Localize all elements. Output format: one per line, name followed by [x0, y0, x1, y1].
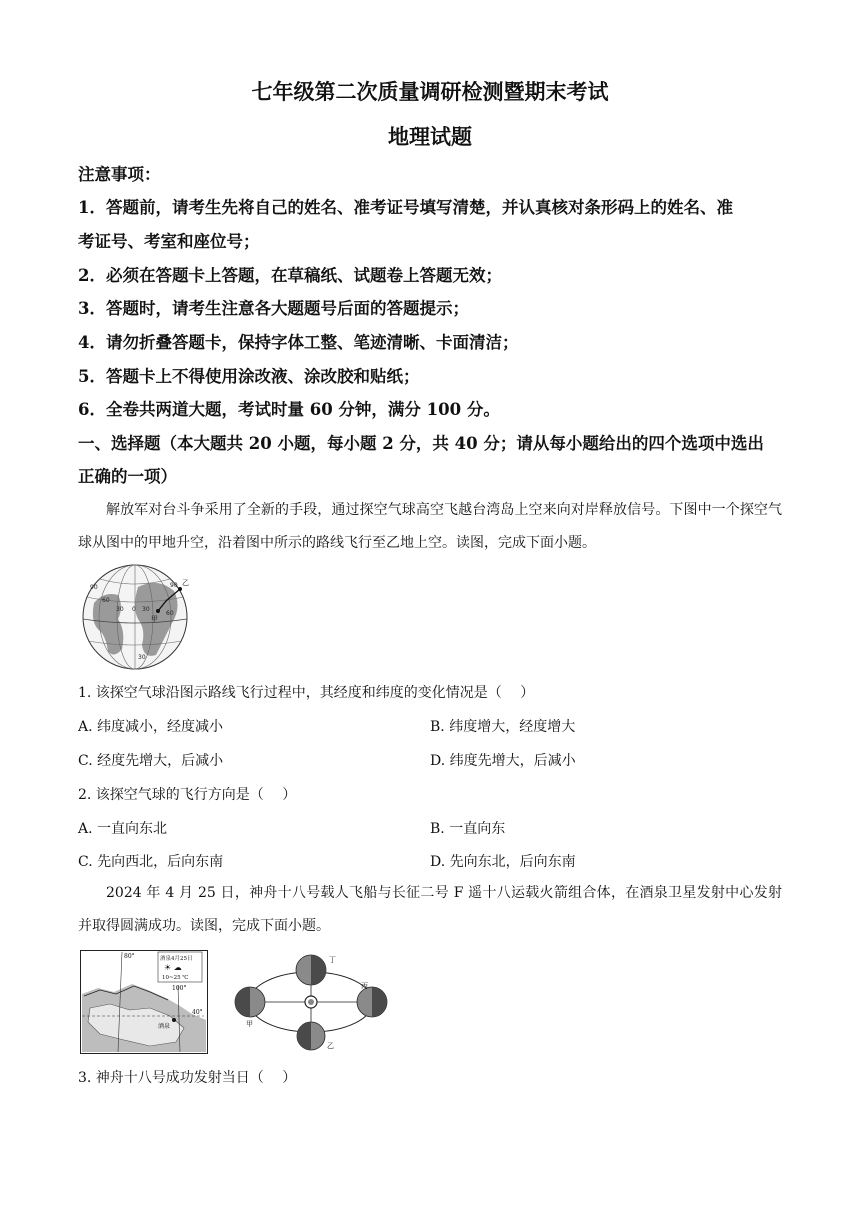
globe-label: 30 [138, 654, 146, 661]
point-yi [178, 587, 182, 591]
notice-item-3: 3．答题时，请考生注意各大题题号后面的答题提示； [78, 299, 469, 318]
section-heading-1: 一、选择题（本大题共 20 小题，每小题 2 分，共 40 分；请从每小题给出的四个选项中选出 [78, 434, 764, 453]
earth-right-shade [372, 987, 387, 1017]
globe-label: 90 [90, 584, 98, 591]
page-title: 七年级第二次质量调研检测暨期末考试 [251, 79, 609, 104]
parallel-40-label: 40° [192, 1009, 203, 1016]
weather-icon: ☀ ☁ [164, 963, 182, 972]
jiuquan-map [80, 950, 208, 1054]
notice-item-5: 5．答题卡上不得使用涂改液、涂改胶和贴纸； [78, 367, 420, 386]
weather-box-temp: 10~25 ℃ [162, 975, 189, 981]
globe-label: 60 [166, 610, 174, 617]
question-1-option-b: B. 纬度增大，经度增大 [430, 719, 576, 735]
meridian-100-label: 100° [172, 985, 187, 992]
city-label: 酒泉 [158, 1023, 171, 1030]
label-yi: 乙 [182, 579, 189, 587]
earth-left-shade [235, 987, 250, 1017]
globe-figure [78, 563, 194, 671]
label-jia: 甲 [151, 615, 158, 623]
notice-heading: 注意事项： [78, 165, 161, 184]
section-heading-2: 正确的一项） [78, 467, 177, 486]
orbit-label-yi: 乙 [327, 1042, 334, 1050]
point-jia [156, 609, 160, 613]
question-1-option-d: D. 纬度先增大，后减小 [430, 753, 576, 769]
orbit-label-jia: 甲 [246, 1020, 253, 1028]
page-subtitle: 地理试题 [388, 124, 472, 149]
notice-item-4: 4．请勿折叠答题卡，保持字体工整、笔迹清晰、卡面清洁； [78, 333, 519, 352]
sun-core [308, 999, 314, 1005]
question-2-option-b: B. 一直向东 [430, 821, 506, 837]
notice-item-6: 6．全卷共两道大题，考试时量 60 分钟，满分 100 分。 [78, 400, 500, 419]
globe-label: 60 [102, 597, 110, 604]
orbit-label-bing: 丙 [361, 982, 368, 990]
globe-label: 0 [132, 606, 136, 613]
orbit-label-ding: 丁 [329, 956, 336, 964]
notice-item-2: 2．必须在答题卡上答题，在草稿纸、试题卷上答题无效； [78, 266, 502, 285]
earth-top-shade [311, 955, 326, 985]
revolution-diagram [228, 950, 392, 1054]
question-1-stem: 1. 该探空气球沿图示路线飞行过程中，其经度和纬度的变化情况是（ ） [78, 685, 535, 701]
question-2-option-a: A. 一直向东北 [78, 821, 168, 837]
earth-bottom-shade [297, 1022, 311, 1050]
meridian-80-label: 80° [124, 953, 135, 960]
question-2-option-d: D. 先向东北，后向东南 [430, 854, 576, 870]
weather-box-date: 酒泉4月25日 [160, 956, 193, 962]
jiuquan-marker [172, 1018, 176, 1022]
question-1-option-a: A. 纬度减小，经度减小 [78, 719, 224, 735]
globe-label: 90 [170, 582, 178, 589]
notice-item-1a: 1．答题前，请考生先将自己的姓名、准考证号填写清楚，并认真核对条形码上的姓名、准 [78, 198, 733, 217]
question-2-stem: 2. 该探空气球的飞行方向是（ ） [78, 787, 297, 803]
notice-item-1b: 考证号、考室和座位号； [78, 232, 260, 251]
passage-1: 解放军对台斗争采用了全新的手段，通过探空气球高空飞越台湾岛上空来向对岸释放信号。下图中一个探空气球从图中的甲地升空，沿着图中所示的路线飞行至乙地上空。读图，完成下面小题。 [78, 502, 782, 551]
globe-label: 30 [142, 606, 150, 613]
question-1-option-c: C. 经度先增大，后减小 [78, 753, 224, 769]
question-2-option-c: C. 先向西北，后向东南 [78, 854, 224, 870]
question-3-stem: 3. 神舟十八号成功发射当日（ ） [78, 1070, 297, 1086]
globe-label: 30 [116, 606, 124, 613]
passage-2: 2024 年 4 月 25 日，神舟十八号载人飞船与长征二号 F 遥十八运载火箭组合体，在酒泉卫星发射中心发射并取得圆满成功。读图，完成下面小题。 [78, 885, 782, 934]
